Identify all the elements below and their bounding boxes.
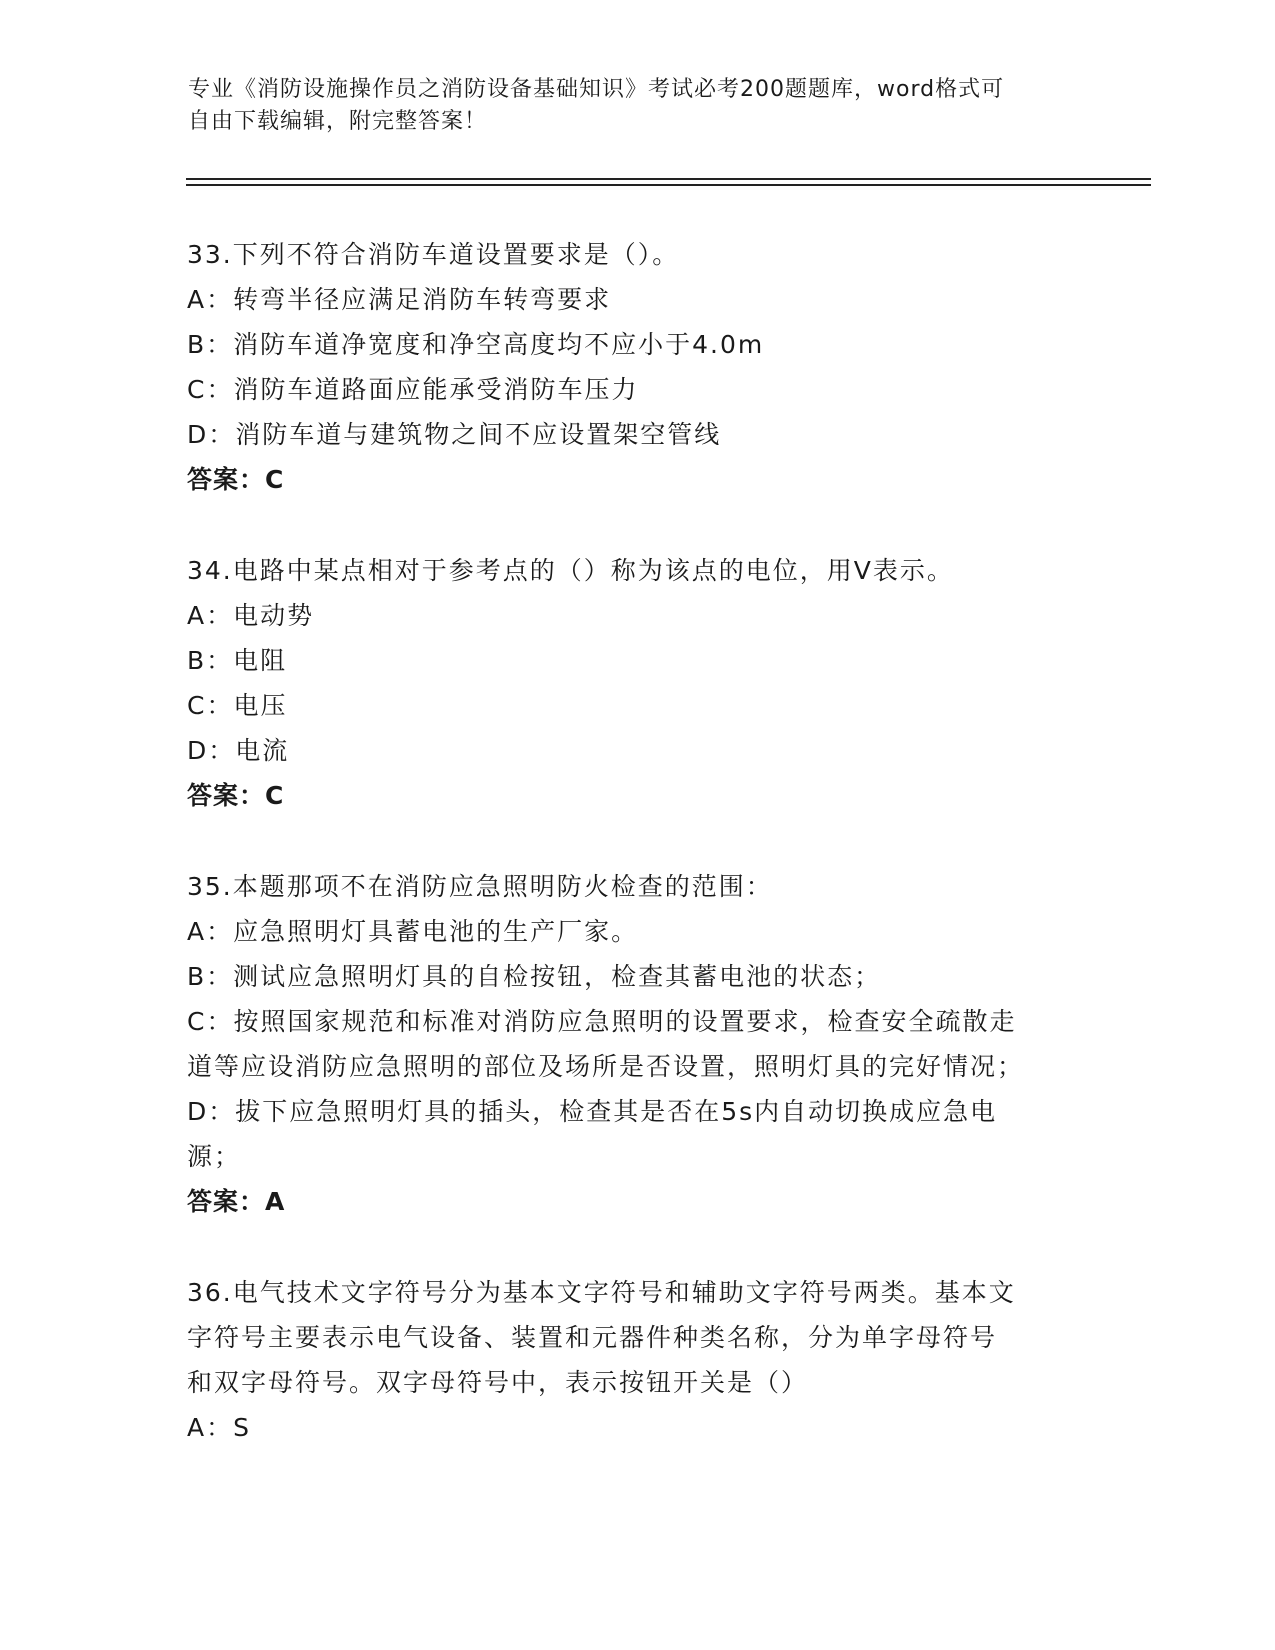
question-stem-continued: 字符号主要表示电气设备、装置和元器件种类名称，分为单字母符号: [187, 1323, 998, 1352]
header-line-1: 专业《消防设施操作员之消防设备基础知识》考试必考200题题库，word格式可: [188, 77, 1005, 102]
question-stem-continued: 和双字母符号。双字母符号中，表示按钮开关是（）: [187, 1368, 809, 1397]
option-c: C：按照国家规范和标准对消防应急照明的设置要求，检查安全疏散走: [187, 1007, 1017, 1036]
option-b: B：电阻: [187, 646, 288, 675]
option-a: A：应急照明灯具蓄电池的生产厂家。: [187, 917, 639, 946]
option-c-continued: 道等应设消防应急照明的部位及场所是否设置，照明灯具的完好情况；: [187, 1052, 1025, 1081]
header-divider-top: [186, 178, 1151, 180]
question-33: [187, 232, 1087, 502]
option-c: C：消防车道路面应能承受消防车压力: [187, 375, 639, 404]
option-a: A：转弯半径应满足消防车转弯要求: [187, 285, 612, 314]
header-line-2: 自由下载编辑，附完整答案！: [188, 109, 488, 134]
header-divider-bottom: [186, 184, 1151, 186]
question-stem: 34.电路中某点相对于参考点的（）称为该点的电位，用V表示。: [187, 556, 954, 585]
option-d: D：拔下应急照明灯具的插头，检查其是否在5s内自动切换成应急电: [187, 1097, 998, 1126]
option-d: D：消防车道与建筑物之间不应设置架空管线: [187, 420, 722, 449]
question-stem: 33.下列不符合消防车道设置要求是（）。: [187, 240, 680, 269]
answer: 答案：C: [187, 781, 285, 810]
question-35: [187, 864, 1087, 1224]
option-c: C：电压: [187, 691, 288, 720]
option-d: D：电流: [187, 736, 290, 765]
question-stem: 35.本题那项不在消防应急照明防火检查的范围：: [187, 872, 773, 901]
question-34: [187, 548, 1087, 818]
option-a: A：电动势: [187, 601, 315, 630]
question-stem: 36.电气技术文字符号分为基本文字符号和辅助文字符号两类。基本文: [187, 1278, 1016, 1307]
option-b: B：消防车道净宽度和净空高度均不应小于4.0m: [187, 330, 765, 359]
option-a: A：S: [187, 1413, 251, 1442]
question-36: [187, 1270, 1087, 1450]
answer: 答案：C: [187, 465, 285, 494]
document-header: [188, 74, 1068, 138]
option-d-continued: 源；: [187, 1142, 242, 1171]
option-b: B：测试应急照明灯具的自检按钮，检查其蓄电池的状态；: [187, 962, 882, 991]
answer: 答案：A: [187, 1187, 286, 1216]
